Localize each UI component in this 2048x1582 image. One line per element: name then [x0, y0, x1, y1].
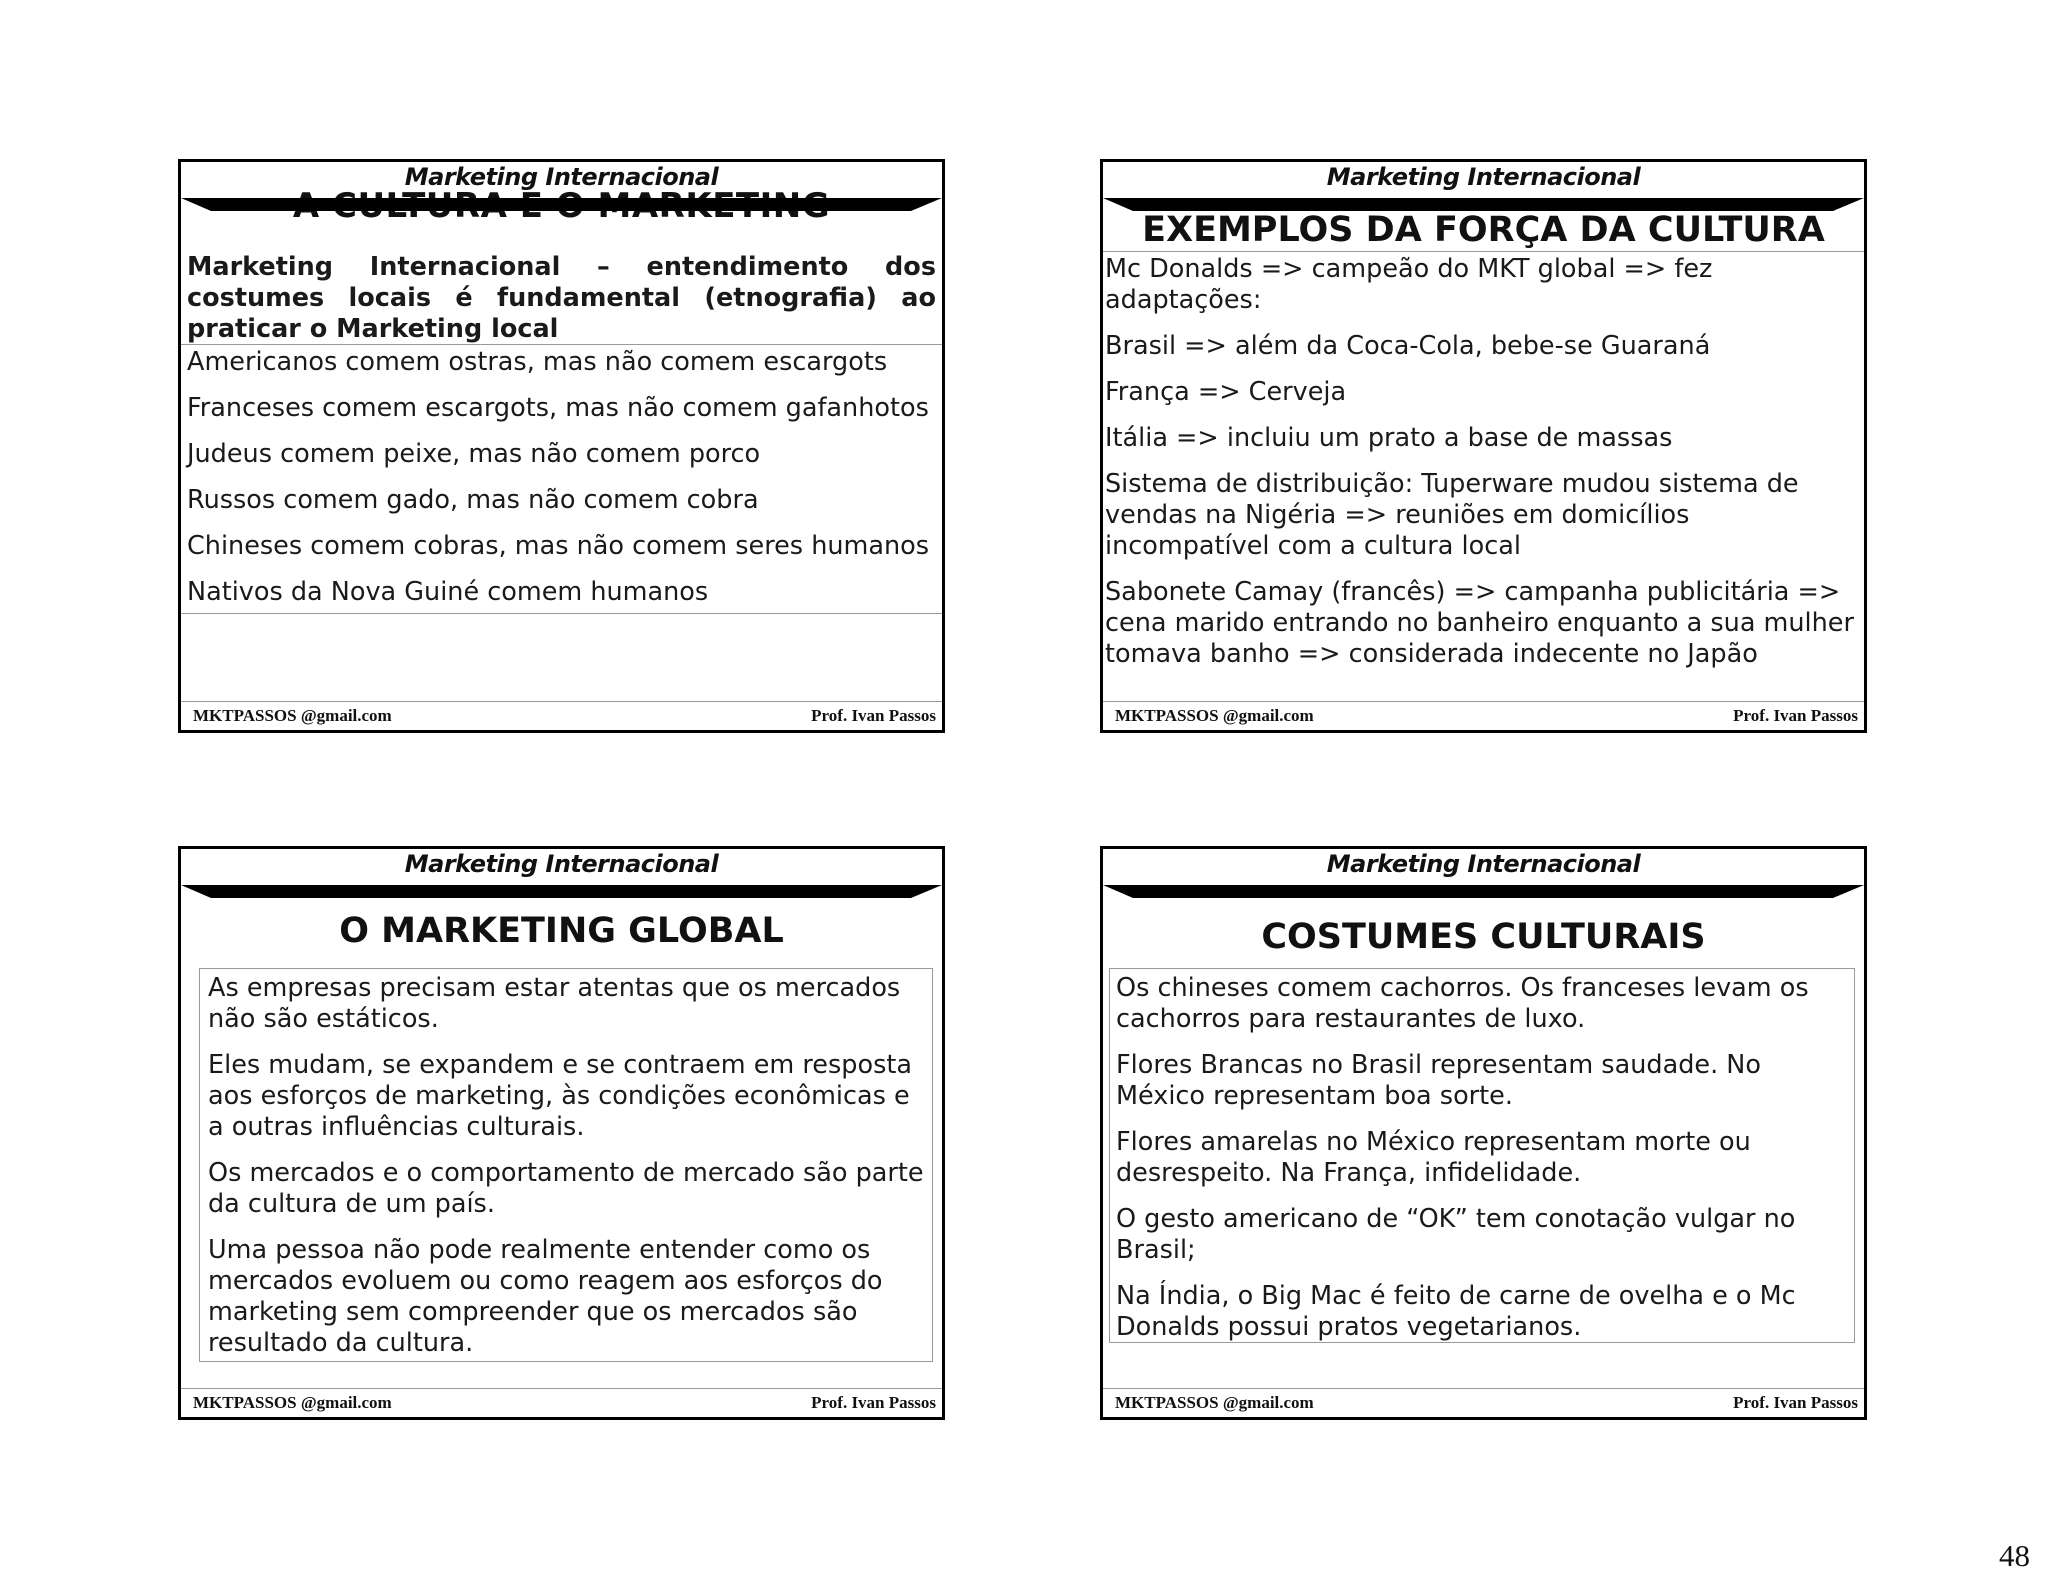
footer-author: Prof. Ivan Passos [811, 706, 936, 725]
list-item: Franceses comem escargots, mas não comem gafanhotos [187, 393, 929, 423]
paragraph: As empresas precisam estar atentas que os mercados não são estáticos. [208, 973, 901, 1034]
list-item: Americanos comem ostras, mas não comem escargots [187, 347, 888, 377]
list-item: França => Cerveja [1105, 377, 1347, 407]
slide-cultura-marketing [178, 159, 945, 733]
slide-footer [1115, 704, 1858, 728]
paragraph: Os chineses comem cachorros. Os franceses levam os cachorros para restaurantes de luxo. [1116, 973, 1809, 1034]
list-item: Itália => incluiu um prato a base de massas [1105, 423, 1673, 453]
footer-divider [1103, 701, 1864, 702]
slide-intro-text: Marketing Internacional – entendimento dos costumes locais é fundamental (etnografia) ao praticar o Marketing local [187, 252, 936, 344]
footer-divider [181, 1388, 942, 1389]
content-box [199, 968, 933, 1362]
footer-author: Prof. Ivan Passos [811, 1393, 936, 1412]
slide-header: Marketing Internacional [1326, 850, 1641, 878]
paragraph: Flores Brancas no Brasil representam saudade. No México representam boa sorte. [1116, 1050, 1761, 1111]
header-divider-bar [1103, 885, 1864, 898]
list-item: Russos comem gado, mas não comem cobra [187, 485, 759, 515]
paragraph: Eles mudam, se expandem e se contraem em resposta aos esforços de marketing, às condições econômicas e a outras influências culturais. [208, 1050, 912, 1142]
slide-footer [1115, 1391, 1858, 1415]
footer-divider [181, 701, 942, 702]
slide-header: Marketing Internacional [404, 850, 719, 878]
page-number: 48 [1999, 1538, 2030, 1573]
footer-email: MKTPASSOS @gmail.com [1115, 706, 1314, 725]
slide-footer [193, 704, 936, 728]
slide-title: EXEMPLOS DA FORÇA DA CULTURA [1142, 210, 1825, 250]
slide-header: Marketing Internacional [404, 163, 719, 191]
slide-title: O MARKETING GLOBAL [339, 911, 784, 951]
list-item: Judeus comem peixe, mas não comem porco [187, 439, 761, 469]
footer-author: Prof. Ivan Passos [1733, 1393, 1858, 1412]
content-box [1109, 968, 1855, 1343]
item-list [1105, 254, 1860, 685]
list-item: Chineses comem cobras, mas não comem seres humanos [187, 531, 930, 561]
divider [181, 613, 942, 614]
list-item: Mc Donalds => campeão do MKT global => fez adaptações: [1105, 254, 1713, 315]
paragraph: Flores amarelas no México representam morte ou desrespeito. Na França, infidelidade. [1116, 1127, 1751, 1188]
slide-header: Marketing Internacional [1326, 163, 1641, 191]
paragraph: Uma pessoa não pode realmente entender como os mercados evoluem ou como reagem aos esforços do marketing sem compreender que os mercados são resultado da cultura. [208, 1235, 883, 1358]
header-divider-bar [181, 885, 942, 898]
footer-email: MKTPASSOS @gmail.com [1115, 1393, 1314, 1412]
paragraph: O gesto americano de “OK” tem conotação vulgar no Brasil; [1116, 1204, 1796, 1265]
footer-email: MKTPASSOS @gmail.com [193, 1393, 392, 1412]
divider [1103, 251, 1864, 252]
paragraph: Os mercados e o comportamento de mercado são parte da cultura de um país. [208, 1158, 924, 1219]
paragraph: Na Índia, o Big Mac é feito de carne de ovelha e o Mc Donalds possui pratos vegetarianos. [1116, 1281, 1796, 1342]
slide-exemplos-forca-cultura [1100, 159, 1867, 733]
list-item: Brasil => além da Coca-Cola, bebe-se Guaraná [1105, 331, 1711, 361]
footer-email: MKTPASSOS @gmail.com [193, 706, 392, 725]
footer-author: Prof. Ivan Passos [1733, 706, 1858, 725]
list-item: Sistema de distribuição: Tuperware mudou sistema de vendas na Nigéria => reuniões em domicílios incompatível com a cultura local [1105, 469, 1799, 561]
slide-title: COSTUMES CULTURAIS [1261, 917, 1706, 957]
slide-marketing-global [178, 846, 945, 1420]
footer-divider [1103, 1388, 1864, 1389]
list-item: Nativos da Nova Guiné comem humanos [187, 577, 709, 607]
item-list [187, 347, 938, 623]
divider [181, 344, 942, 345]
slide-costumes-culturais [1100, 846, 1867, 1420]
slide-footer [193, 1391, 936, 1415]
list-item: Sabonete Camay (francês) => campanha publicitária => cena marido entrando no banheiro enquanto a sua mulher tomava banho => considerada indecente no Japão [1105, 577, 1854, 669]
header-divider-bar [181, 198, 942, 211]
